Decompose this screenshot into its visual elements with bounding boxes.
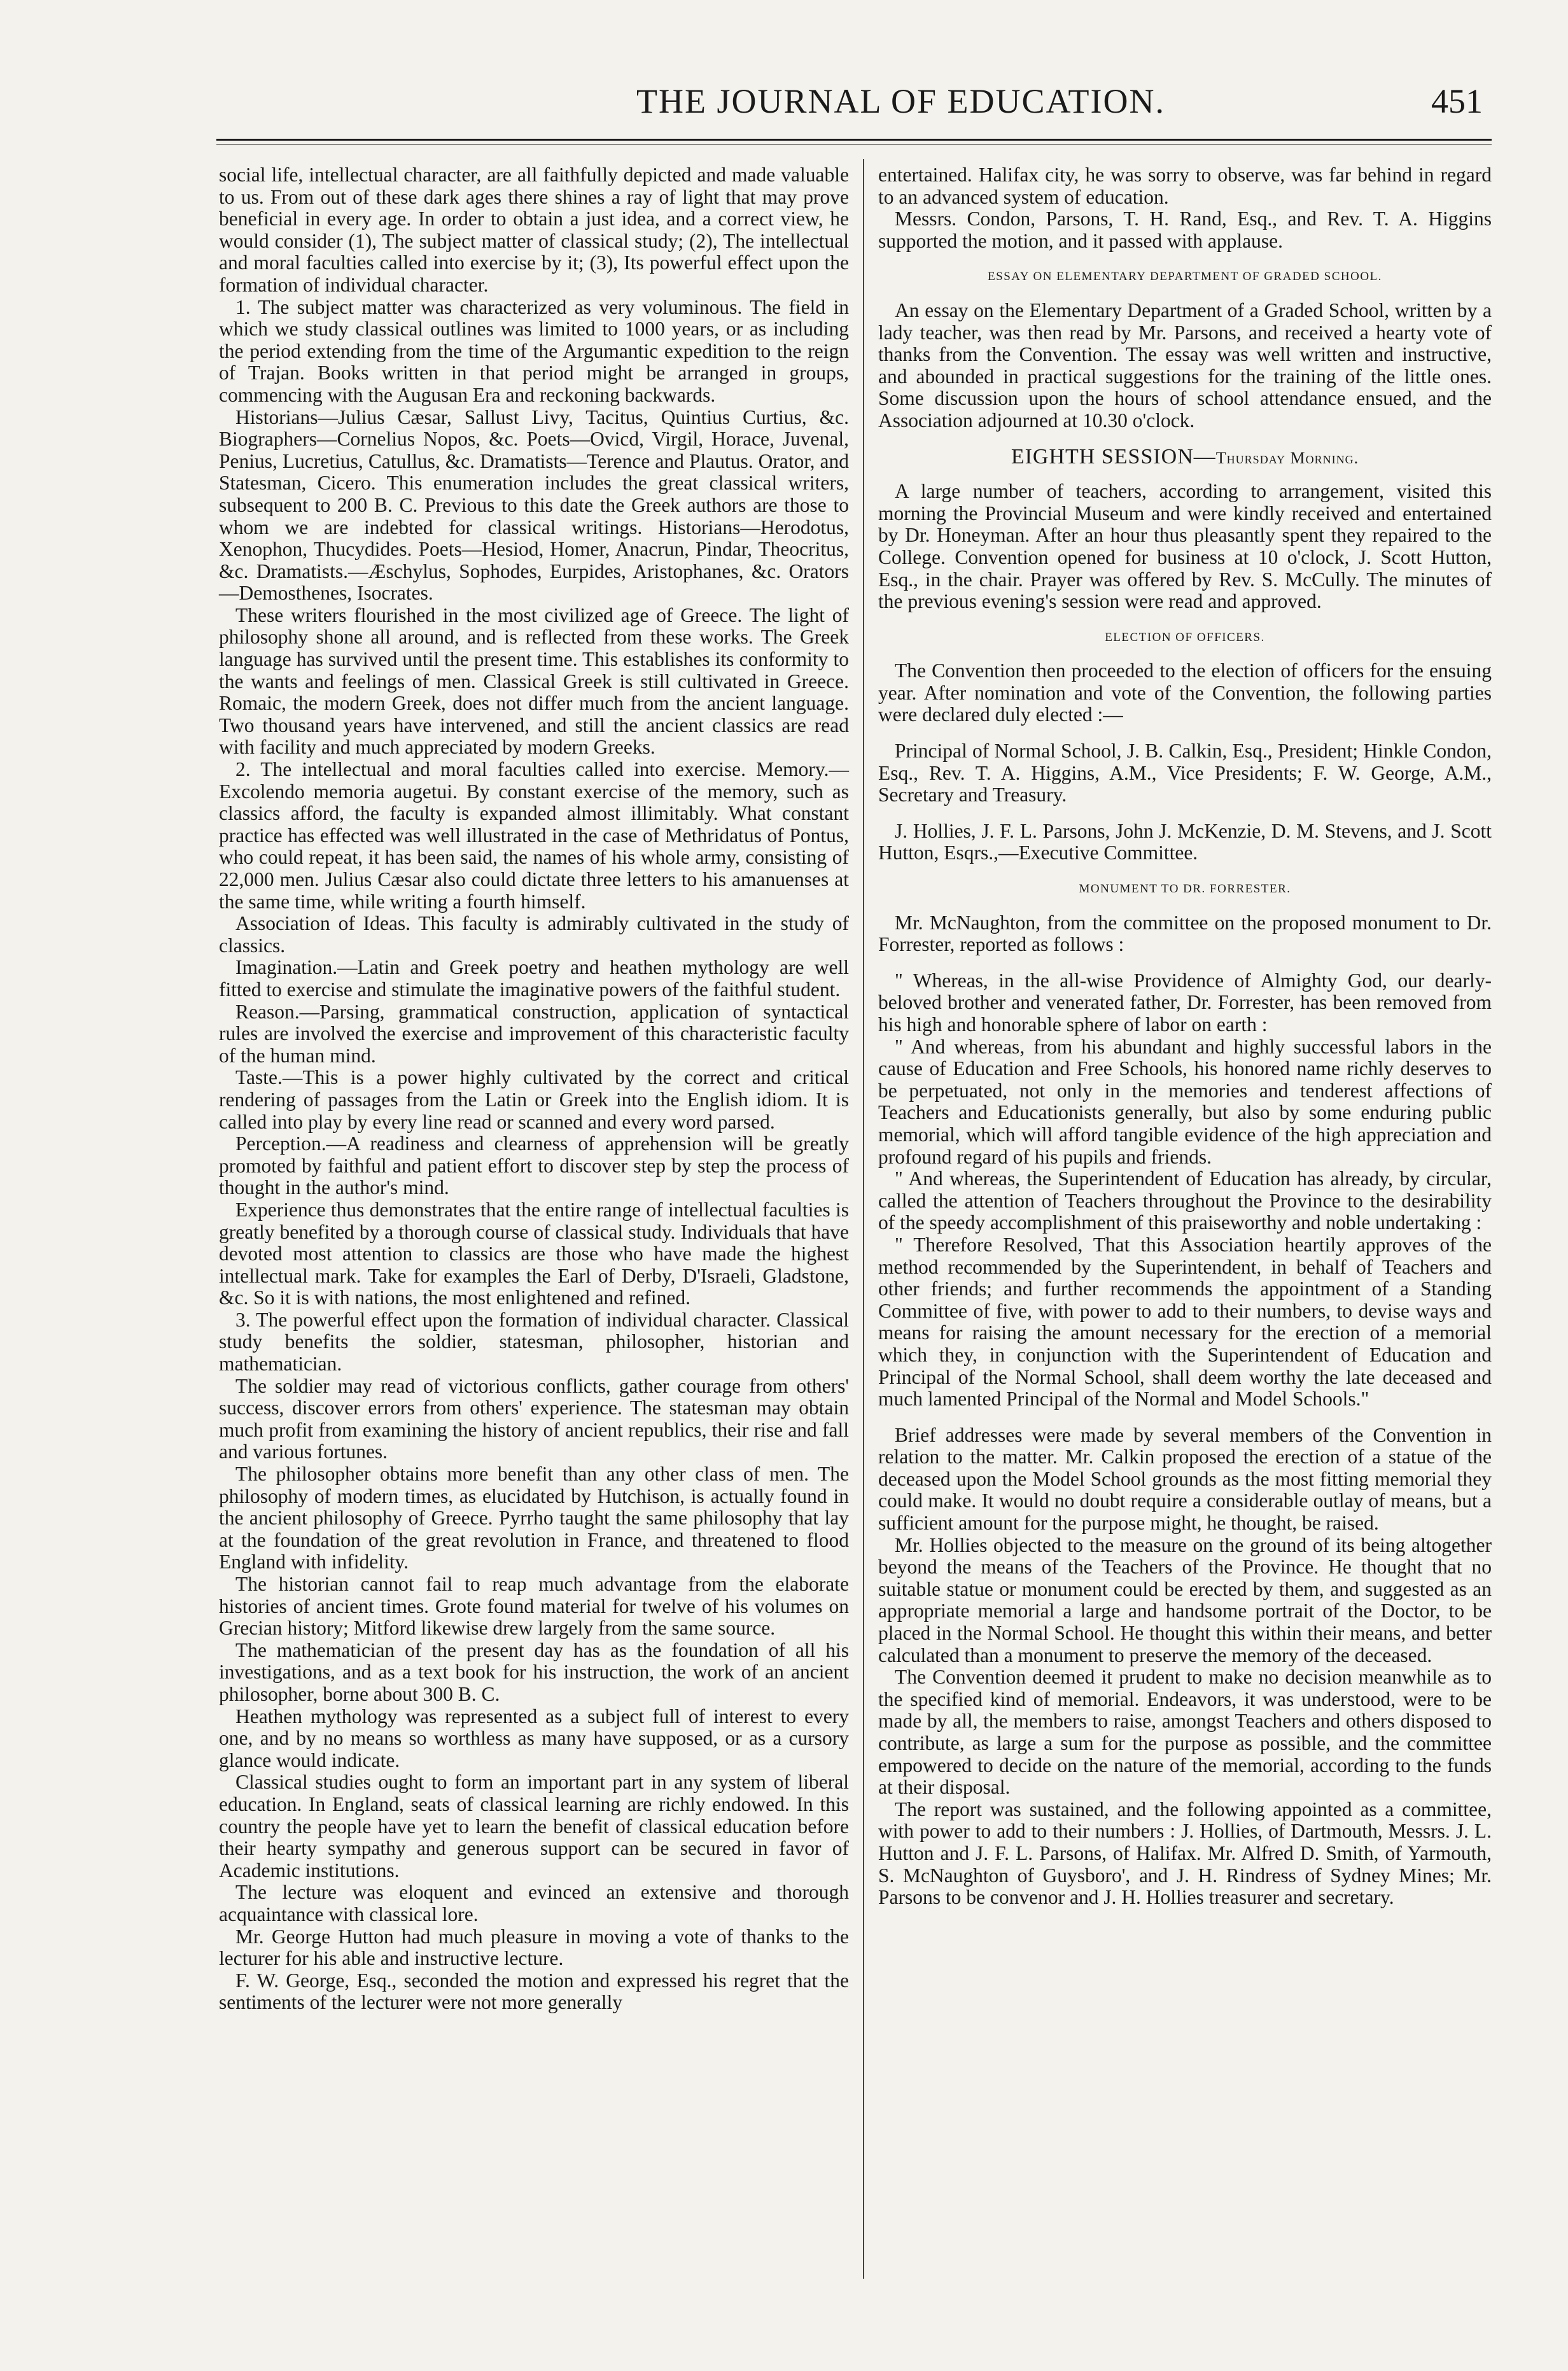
paragraph: 1. The subject matter was characterized as very voluminous. The field in which we study classical outlines was limited to 1000 years, or as including the period extending from the time of the Argumantic expedition to the reign of Trajan. Books written in that period might be arranged in groups, commencing with the Augusan Era and reckoning backwards. bbox=[219, 295, 849, 406]
paragraph: Experience thus demonstrates that the entire range of intellectual faculties is greatly benefited by a thorough course of classical study. Individuals that have devoted most attention to classics are those who have made the highest intellectual mark. Take for examples the Earl of Derby, D'Israeli, Gladstone, &c. So it is with nations, the most enlightened and refined. bbox=[219, 1198, 849, 1309]
paragraph: " Therefore Resolved, That this Association heartily approves of the method recommended by the Superintendent, in behalf of Teachers and other friends; and further recommends the appointment of a Standing Committee of five, with power to add to their numbers, to devise ways and means for raising the amount necessary for the erection of a memorial which they, in conjunction with the Superintendent of Education and Principal of the Normal School, shall deem worthy the late deceased and much lamented Principal of the Normal and Model Schools." bbox=[878, 1233, 1492, 1411]
paragraph: These writers flourished in the most civilized age of Greece. The light of philosophy shone all around, and is reflected from these works. The Greek language has survived until the present time. This establishes its conformity to the wants and feelings of men. Classical Greek is still cultivated in Greece. Romaic, the modern Greek, does not differ much from the ancient language. Two thousand years have intervened, and still the ancient classics are read with facility and much appreciated by modern Greeks. bbox=[219, 603, 849, 759]
paragraph: social life, intellectual character, are all faithfully depicted and made valuable to us. From out of these dark ages there shines a ray of light that may prove beneficial in every age. In order to obtain a just idea, and a correct view, he would consider (1), The subject matter of classical study; (2), The intellectual and moral faculties called into exercise by it; (3), Its powerful effect upon the formation of individual character. bbox=[219, 164, 849, 296]
paragraph: Association of Ideas. This faculty is admirably cultivated in the study of classics. bbox=[219, 912, 849, 957]
paragraph: Brief addresses were made by several members of the Convention in relation to the matter. Mr. Calkin proposed the erection of a statue of the deceased upon the Model School grounds as the most fitting memorial they could make. It would no doubt require a considerable outlay of means, but a sufficient amount for the purpose might, he thought, be raised. bbox=[878, 1423, 1492, 1535]
paragraph: Classical studies ought to form an important part in any system of liberal education. In England, seats of classical learning are richly endowed. In this country the people have yet to learn the benefit of classical education before their hearty sympathy and generous support can be secured in favor of Academic institutions. bbox=[219, 1771, 849, 1882]
paragraph: The soldier may read of victorious conflicts, gather courage from others' success, discover errors from others' experience. The statesman may obtain much profit from examining the history of ancient republics, their rise and fall and various fortunes. bbox=[219, 1374, 849, 1463]
paragraph: Mr. McNaughton, from the committee on the proposed monument to Dr. Forrester, reported as follows : bbox=[878, 911, 1492, 956]
section-heading-essay: ESSAY ON ELEMENTARY DEPARTMENT OF GRADED SCHOOL. bbox=[988, 270, 1382, 284]
paragraph: An essay on the Elementary Department of a Graded School, written by a lady teacher, was then read by Mr. Parsons, and received a hearty vote of thanks from the Convention. The essay was well written and instructive, and abounded in practical suggestions for the training of the little ones. Some discussion upon the hours of school attendance ensued, and the Association adjourned at 10.30 o'clock. bbox=[878, 299, 1492, 432]
section-heading-session bbox=[878, 446, 1492, 470]
paragraph: Mr. Hollies objected to the measure on the ground of its being altogether beyond the means of the Teachers of the Province. He thought that no suitable statue or monument could be erected by them, and suggested as an appropriate memorial a large and handsome portrait of the Doctor, to be placed in the Normal School. He thought this within their means, and better calculated than a monument to preserve the memory of the deceased. bbox=[878, 1533, 1492, 1666]
paragraph: The Convention deemed it prudent to make no decision meanwhile as to the specified kind of memorial. Endeavors, it was understood, were to be made by all, the members to raise, amongst Teachers and others disposed to contribute, as large a sum for the purpose as possible, and the committee empowered to decide on the nature of the memorial, according to the funds at their disposal. bbox=[878, 1666, 1492, 1799]
paragraph: " Whereas, in the all-wise Providence of Almighty God, our dearly-beloved brother and venerated father, Dr. Forrester, has been removed from his high and honorable sphere of labor on earth : bbox=[878, 969, 1492, 1036]
column-divider bbox=[863, 159, 864, 2279]
paragraph: A large number of teachers, according to arrangement, visited this morning the Provincial Museum and were kindly received and entertained by Dr. Honeyman. After an hour thus pleasantly spent they repaired to the College. Convention opened for business at 10 o'clock, J. Scott Hutton, Esq., in the chair. Prayer was offered by Rev. S. McCully. The minutes of the previous evening's session were read and approved. bbox=[878, 480, 1492, 613]
paragraph: entertained. Halifax city, he was sorry to observe, was far behind in regard to an advanced system of education. bbox=[878, 164, 1492, 208]
paragraph: " And whereas, from his abundant and highly successful labors in the cause of Education and Free Schools, his honored name richly deserves to be perpetuated, not only in the memories and tenderest affections of Teachers and Educationists generally, but also by some enduring public memorial, which will afford tangible evidence of the high appreciation and profound regard of his pupils and friends. bbox=[878, 1035, 1492, 1168]
paragraph: Messrs. Condon, Parsons, T. H. Rand, Esq., and Rev. T. A. Higgins supported the motion, and it passed with applause. bbox=[878, 208, 1492, 252]
session-heading-sub: Thursday Morning. bbox=[1215, 448, 1359, 467]
paragraph: The lecture was eloquent and evinced an extensive and thorough acquaintance with classical lore. bbox=[219, 1881, 849, 1925]
spacer bbox=[878, 1411, 1492, 1425]
paragraph: " And whereas, the Superintendent of Education has already, by circular, called the attention of Teachers throughout the Province to the desirability of the speedy accomplishment of this praiseworthy and noble undertaking : bbox=[878, 1167, 1492, 1234]
running-title: THE JOURNAL OF EDUCATION. bbox=[636, 82, 1165, 120]
session-heading-main: EIGHTH SESSION— bbox=[1011, 444, 1216, 468]
spacer bbox=[878, 726, 1492, 740]
paragraph: Taste.—This is a power highly cultivated by the correct and critical rendering of passages from the Latin or Greek into the English idiom. It is called into play by every line read or scanned and every word parsed. bbox=[219, 1066, 849, 1133]
section-heading-election: ELECTION OF OFFICERS. bbox=[1105, 630, 1265, 644]
paragraph: Heathen mythology was represented as a subject full of interest to every one, and by no means so worthless as many have supposed, or as a cursory glance would indicate. bbox=[219, 1705, 849, 1771]
right-column bbox=[878, 164, 1492, 1909]
header-rule-top bbox=[216, 139, 1492, 141]
paragraph: The historian cannot fail to reap much advantage from the elaborate histories of ancient times. Grote found material for twelve of his volumes on Grecian history; Mitford likewise drew largely from the same source. bbox=[219, 1573, 849, 1640]
paragraph: 3. The powerful effect upon the formation of individual character. Classical study benefits the soldier, statesman, philosopher, historian and mathematician. bbox=[219, 1308, 849, 1375]
paragraph: Historians—Julius Cæsar, Sallust Livy, Tacitus, Quintius Curtius, &c. Biographers—Cornelius Nopos, &c. Poets—Ovicd, Virgil, Horace, Juvenal, Penius, Lucretius, Catullus, &c. Dramatists—Terence and Plautus. Orator, and Statesman, Cicero. This enumeration includes the great classical writers, subsequent to 200 B. C. Previous to this date the Greek authors are those to whom we are indebted for classical writings. Historians—Herodotus, Xenophon, Thucydides. Poets—Hesiod, Homer, Anacrun, Pindar, Theocritus, &c. Dramatists.—Æschylus, Sophodes, Eurpides, Aristophanes, &c. Orators—Demosthenes, Isocrates. bbox=[219, 405, 849, 605]
paragraph: Imagination.—Latin and Greek poetry and heathen mythology are well fitted to exercise and stimulate the imaginative powers of the faithful student. bbox=[219, 956, 849, 1001]
paragraph: Perception.—A readiness and clearness of apprehension will be greatly promoted by faithful and patient effort to discover step by step the process of thought in the author's mind. bbox=[219, 1132, 849, 1199]
paragraph: Reason.—Parsing, grammatical construction, application of syntactical rules are involved the exercise and improvement of this characteristic faculty of the human mind. bbox=[219, 1000, 849, 1067]
spacer bbox=[878, 956, 1492, 970]
paragraph: J. Hollies, J. F. L. Parsons, John J. McKenzie, D. M. Stevens, and J. Scott Hutton, Esqrs.,—Executive Committee. bbox=[878, 819, 1492, 864]
paragraph: The mathematician of the present day has as the foundation of all his investigations, and as a text book for his instruction, the work of an ancient philosopher, borne about 300 B. C. bbox=[219, 1638, 849, 1705]
spacer bbox=[878, 806, 1492, 820]
page-number: 451 bbox=[1431, 82, 1483, 120]
paragraph: Principal of Normal School, J. B. Calkin, Esq., President; Hinkle Condon, Esq., Rev. T. A. Higgins, A.M., Vice Presidents; F. W. George, A.M., Secretary and Treasury. bbox=[878, 740, 1492, 806]
paragraph: The Convention then proceeded to the election of officers for the ensuing year. After nomination and vote of the Convention, the following parties were declared duly elected :— bbox=[878, 659, 1492, 726]
paragraph: 2. The intellectual and moral faculties called into exercise. Memory.—Excolendo memoria augetui. By constant exercise of the memory, such as classics afford, the faculty is expanded almost illimitably. What constant practice has effected was well illustrated in the case of Methridatus of Pontus, who could repeat, it has been said, the names of his whole army, consisting of 22,000 men. Julius Cæsar also could dictate three letters to his amanuenses at the same time, while writing a fourth himself. bbox=[219, 758, 849, 913]
paragraph: Mr. George Hutton had much pleasure in moving a vote of thanks to the lecturer for his able and instructive lecture. bbox=[219, 1925, 849, 1970]
paragraph: The report was sustained, and the following appointed as a committee, with power to add to their numbers : J. Hollies, of Dartmouth, Messrs. J. L. Hutton and J. F. L. Parsons, of Halifax. Mr. Alfred D. Smith, of Yarmouth, S. McNaughton of Guysboro', and J. H. Rindress of Sydney Mines; Mr. Parsons to be convenor and J. H. Hollies treasurer and secretary. bbox=[878, 1798, 1492, 1909]
paragraph: F. W. George, Esq., seconded the motion and expressed his regret that the sentiments of the lecturer were not more generally bbox=[219, 1969, 849, 2014]
paragraph: The philosopher obtains more benefit than any other class of men. The philosophy of modern times, as elucidated by Hutchison, is actually found in the ancient philosophy of Greece. Pyrrho taught the same philosophy that lay at the foundation of the great revolution in France, and threatened to flood England with infidelity. bbox=[219, 1463, 849, 1573]
left-column bbox=[219, 164, 849, 2014]
page-header bbox=[216, 81, 1483, 132]
section-heading-monument: MONUMENT TO DR. FORRESTER. bbox=[1079, 882, 1291, 896]
